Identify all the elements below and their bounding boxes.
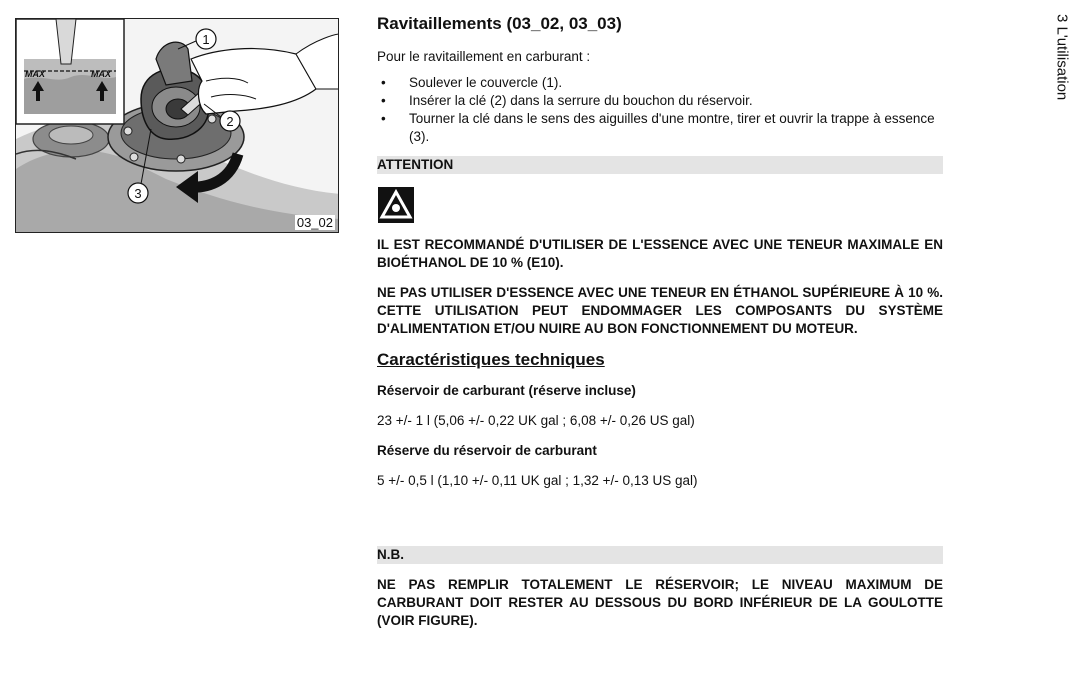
fuel-cap-illustration bbox=[16, 19, 339, 233]
spec-value-tank: 23 +/- 1 l (5,06 +/- 0,22 UK gal ; 6,08 +/- 0,26 US gal) bbox=[377, 413, 695, 428]
fuel-cap-figure bbox=[15, 18, 339, 233]
spec-label-reserve: Réserve du réservoir de carburant bbox=[377, 443, 597, 458]
callout-1: 1 bbox=[202, 32, 210, 47]
max-label-left: MAX bbox=[25, 69, 45, 79]
section-intro: Pour le ravitaillement en carburant : bbox=[377, 49, 591, 64]
note-text: NE PAS REMPLIR TOTALEMENT LE RÉSERVOIR; LE NIVEAU MAXIMUM DE CARBURANT DOIT RESTER AU DESSOUS DU BORD INFÉRIEUR DE LA GOULOTTE (VOIR FIGURE). bbox=[377, 577, 943, 628]
figure-label: 03_02 bbox=[296, 215, 333, 230]
list-item: • Soulever le couvercle (1). bbox=[409, 74, 943, 92]
chapter-tab-label: 3 L'utilisation bbox=[1053, 14, 1071, 101]
spec-label-tank: Réservoir de carburant (réserve incluse) bbox=[377, 383, 636, 398]
attention-text-1: IL EST RECOMMANDÉ D'UTILISER DE L'ESSENCE AVEC UNE TENEUR MAXIMALE EN BIOÉTHANOL DE 10 % (E10). bbox=[377, 237, 943, 270]
spec-value-reserve: 5 +/- 0,5 l (1,10 +/- 0,11 UK gal ; 1,32 +/- 0,13 US gal) bbox=[377, 473, 698, 488]
callout-3: 3 bbox=[134, 186, 142, 201]
callout-2: 2 bbox=[226, 114, 234, 129]
list-item: • Tourner la clé dans le sens des aiguilles d'une montre, tirer et ouvrir la trappe à essence (3). bbox=[409, 110, 943, 146]
chapter-tab bbox=[1050, 14, 1074, 134]
section-title: Ravitaillements (03_02, 03_03) bbox=[377, 14, 622, 33]
list-item: • Insérer la clé (2) dans la serrure du bouchon du réservoir. bbox=[409, 92, 943, 110]
main-content bbox=[377, 14, 943, 630]
max-label-right: MAX bbox=[91, 69, 111, 79]
note-heading: N.B. bbox=[377, 546, 943, 564]
attention-heading: ATTENTION bbox=[377, 156, 943, 174]
attention-text-2: NE PAS UTILISER D'ESSENCE AVEC UNE TENEUR EN ÉTHANOL SUPÉRIEURE À 10 %. CETTE UTILISATION PEUT ENDOMMAGER LES COMPOSANTS DU SYSTÈME D'ALIMENTATION ET/OU NUIRE AU BON FONCTIONNEMENT DU MOTEUR. bbox=[377, 285, 943, 336]
specs-title: Caractéristiques techniques bbox=[377, 350, 605, 369]
steps-list bbox=[377, 74, 943, 146]
warning-triangle-icon bbox=[377, 186, 415, 224]
